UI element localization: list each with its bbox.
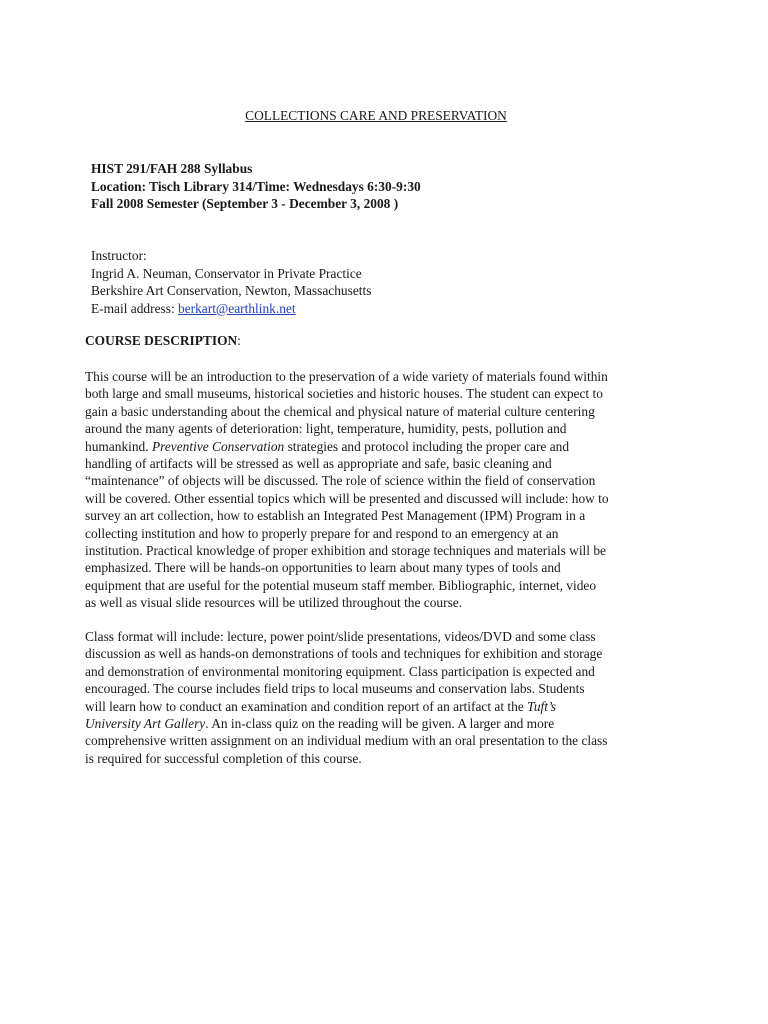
text-line: and demonstration of environmental monitoring equipment. Class participation is expected and (85, 663, 595, 679)
text-line: will be covered. Other essential topics which will be presented and discussed will include: how to (85, 490, 609, 506)
preventive-conservation-term: Preventive Conservation (151, 438, 285, 454)
text-run: humankind. (85, 438, 152, 454)
course-code-line: HIST 291/FAH 288 Syllabus (91, 161, 253, 176)
text-line: institution. Practical knowledge of proper exhibition and storage techniques and materials will be (85, 543, 606, 559)
instructor-block (91, 247, 371, 317)
text-line: gain a basic understanding about the chemical and physical nature of material culture centering (85, 403, 595, 419)
course-description-paragraph-2 (85, 628, 685, 767)
text-line: This course will be an introduction to the preservation of a wide variety of materials found within (85, 369, 608, 384)
instructor-label: Instructor: (91, 248, 147, 263)
text-line: discussion as well as hands-on demonstrations of tools and techniques for exhibition and storage (85, 646, 603, 662)
text-line: equipment that are useful for the potential museum staff member. Bibliographic, internet, video (85, 577, 597, 593)
text-line: Class format will include: lecture, power point/slide presentations, videos/DVD and some class (85, 629, 596, 644)
heading-colon: : (237, 333, 241, 348)
instructor-name: Ingrid A. Neuman, Conservator in Private Practice (91, 265, 362, 281)
location-time-line: Location: Tisch Library 314/Time: Wednesdays 6:30-9:30 (91, 178, 421, 194)
text-line (85, 698, 685, 715)
gallery-name: University Art Gallery (85, 716, 206, 732)
text-line: both large and small museums, historical societies and historic houses. The student can expect to (85, 386, 603, 402)
course-description-paragraph-1 (85, 368, 685, 612)
email-label: E-mail address: (91, 300, 179, 316)
email-line (91, 300, 371, 318)
text-line: encouraged. The course includes field trips to local museums and conservation labs. Students (85, 681, 585, 697)
tufts-term: Tuft’s (527, 698, 556, 714)
text-line: emphasized. There will be hands-on opportunities to learn about many types of tools and (85, 560, 561, 576)
text-run: . An in-class quiz on the reading will be given. A larger and more (205, 716, 555, 732)
text-line: handling of artifacts will be stressed as well as appropriate and safe, basic cleaning and (85, 456, 552, 472)
text-line (85, 715, 685, 732)
text-line: survey an art collection, how to establish an Integrated Pest Management (IPM) Program in a (85, 508, 586, 524)
document-title: COLLECTIONS CARE AND PRESERVATION (245, 108, 507, 123)
course-description-heading-text: COURSE DESCRIPTION (85, 333, 238, 348)
instructor-org: Berkshire Art Conservation, Newton, Massachusetts (91, 283, 372, 298)
text-line: is required for successful completion of this course. (85, 750, 362, 766)
text-line: comprehensive written assignment on an individual medium with an oral presentation to the class (85, 733, 608, 749)
course-meta (91, 160, 421, 213)
text-run: will learn how to conduct an examination and condition report of an artifact at the (85, 698, 528, 714)
semester-line: Fall 2008 Semester (September 3 - December 3, 2008 ) (91, 196, 399, 211)
text-line: as well as visual slide resources will be utilized throughout the course. (85, 595, 463, 611)
text-run: strategies and protocol including the proper care and (284, 438, 570, 454)
text-line: around the many agents of deterioration: light, temperature, humidity, pests, pollution and (85, 421, 567, 437)
course-description-heading (85, 333, 241, 349)
text-line: “maintenance” of objects will be discussed. The role of science within the field of conservation (85, 473, 596, 489)
text-line: collecting institution and how to properly prepare for and respond to an emergency at an (85, 525, 559, 541)
text-line (85, 438, 685, 455)
email-link[interactable]: berkart@earthlink.net (178, 300, 296, 316)
